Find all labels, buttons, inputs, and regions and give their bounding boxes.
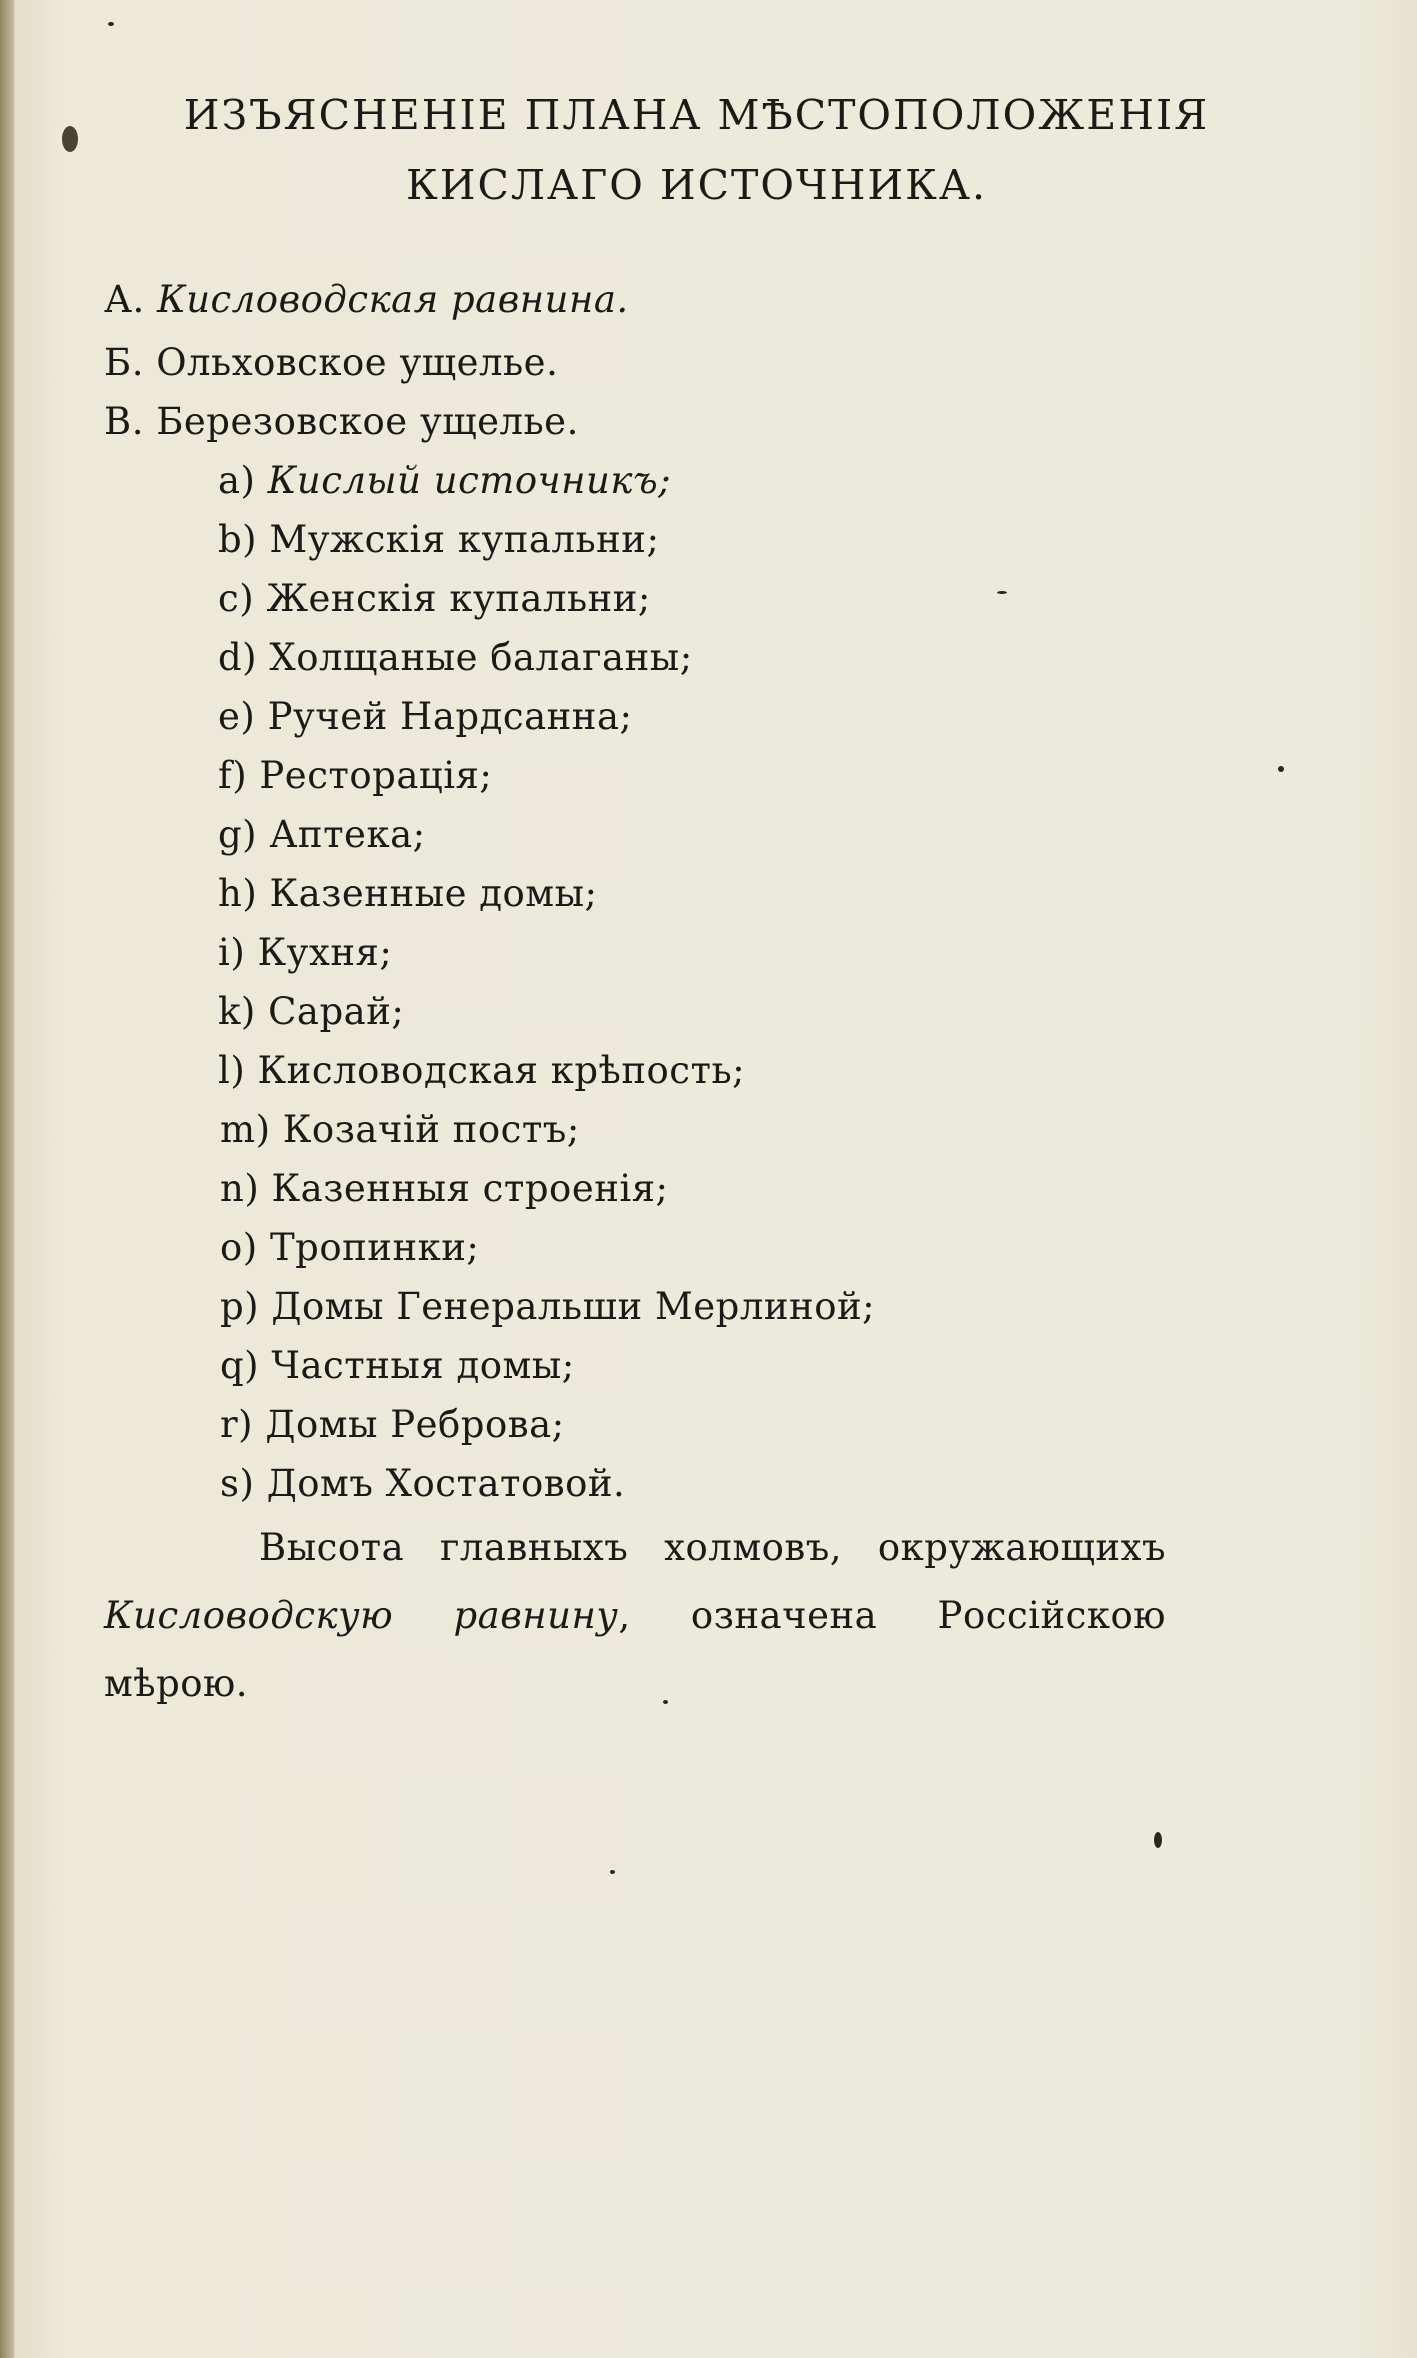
item-mark: r) <box>220 1403 254 1446</box>
item-mark: a) <box>218 459 256 502</box>
section-a <box>104 277 629 323</box>
item-text: Холщаные балаганы; <box>269 636 693 679</box>
item-mark: o) <box>220 1226 258 1269</box>
list-item <box>218 576 651 622</box>
item-text: Домъ Хостатовой. <box>266 1462 626 1505</box>
ink-speck <box>610 1870 615 1874</box>
note-italic-text: Кисловодскую равнину <box>104 1594 619 1637</box>
item-mark: i) <box>218 931 246 974</box>
item-mark: d) <box>218 636 258 679</box>
ink-speck <box>108 22 114 26</box>
section-mark: Б. <box>104 341 144 384</box>
section-b <box>104 340 558 386</box>
ink-speck <box>663 1700 668 1704</box>
item-mark: p) <box>220 1285 260 1328</box>
item-mark: g) <box>218 813 258 856</box>
item-mark: s) <box>220 1462 255 1505</box>
list-item <box>218 989 404 1035</box>
item-text: Кисловодская крѣпость; <box>257 1049 746 1092</box>
item-text: Тропинки; <box>269 1226 480 1269</box>
item-text: Женскія купальни; <box>266 577 651 620</box>
note-text-1: Высота главныхъ холмовъ, окружающихъ <box>259 1526 1166 1569</box>
item-text: Казенныя строенія; <box>271 1167 669 1210</box>
list-item <box>220 1225 479 1271</box>
list-item <box>218 871 597 917</box>
list-item <box>218 812 426 858</box>
list-item <box>218 517 659 563</box>
note-text-2: , означена Россійскою мѣрою. <box>104 1594 1166 1705</box>
page-gutter <box>0 0 14 2358</box>
item-text: Домы Реброва; <box>265 1403 565 1446</box>
item-text: Ресторація; <box>259 754 493 797</box>
item-mark: m) <box>220 1108 271 1151</box>
section-text: Березовское ущелье. <box>156 400 579 443</box>
list-item <box>218 1048 745 1094</box>
ink-speck <box>62 126 78 152</box>
item-text: Аптека; <box>269 813 426 856</box>
item-text: Ручей Нардсанна; <box>267 695 633 738</box>
list-item <box>218 694 632 740</box>
list-item <box>220 1166 669 1212</box>
item-text: Козачій постъ; <box>282 1108 580 1151</box>
list-item <box>220 1107 580 1153</box>
section-mark: В. <box>104 400 144 443</box>
item-text: Мужскія купальни; <box>269 518 660 561</box>
section-text: Кисловодская равнина. <box>157 278 629 321</box>
item-mark: k) <box>218 990 256 1033</box>
list-item <box>218 635 693 681</box>
item-mark: f) <box>218 754 248 797</box>
item-text: Кухня; <box>257 931 393 974</box>
item-text: Частныя домы; <box>271 1344 575 1387</box>
list-item <box>218 458 671 504</box>
page-title-line-2: КИСЛАГО ИСТОЧНИКА. <box>405 161 987 209</box>
item-mark: n) <box>220 1167 260 1210</box>
item-mark: c) <box>218 577 255 620</box>
note-paragraph <box>104 1514 1166 1718</box>
list-item <box>220 1461 625 1507</box>
list-item <box>220 1402 565 1448</box>
page-title-line-1: ИЗЪЯСНЕНІЕ ПЛАНА МѢСТОПОЛОЖЕНІЯ <box>183 91 1210 139</box>
item-mark: l) <box>218 1049 246 1092</box>
item-mark: b) <box>218 518 258 561</box>
list-item <box>220 1284 875 1330</box>
list-item <box>218 930 392 976</box>
item-mark: e) <box>218 695 256 738</box>
item-mark: q) <box>220 1344 260 1387</box>
item-text: Казенные домы; <box>269 872 598 915</box>
item-mark: h) <box>218 872 258 915</box>
ink-speck <box>1154 1832 1162 1848</box>
ink-speck <box>1278 766 1284 772</box>
section-text: Ольховское ущелье. <box>156 341 559 384</box>
item-text: Кислый источникъ; <box>267 459 672 502</box>
section-v <box>104 399 579 445</box>
list-item <box>220 1343 575 1389</box>
section-mark: А. <box>104 278 145 321</box>
item-text: Сарай; <box>268 990 405 1033</box>
ink-speck <box>997 591 1007 594</box>
item-text: Домы Генеральши Мерлиной; <box>271 1285 876 1328</box>
list-item <box>218 753 492 799</box>
